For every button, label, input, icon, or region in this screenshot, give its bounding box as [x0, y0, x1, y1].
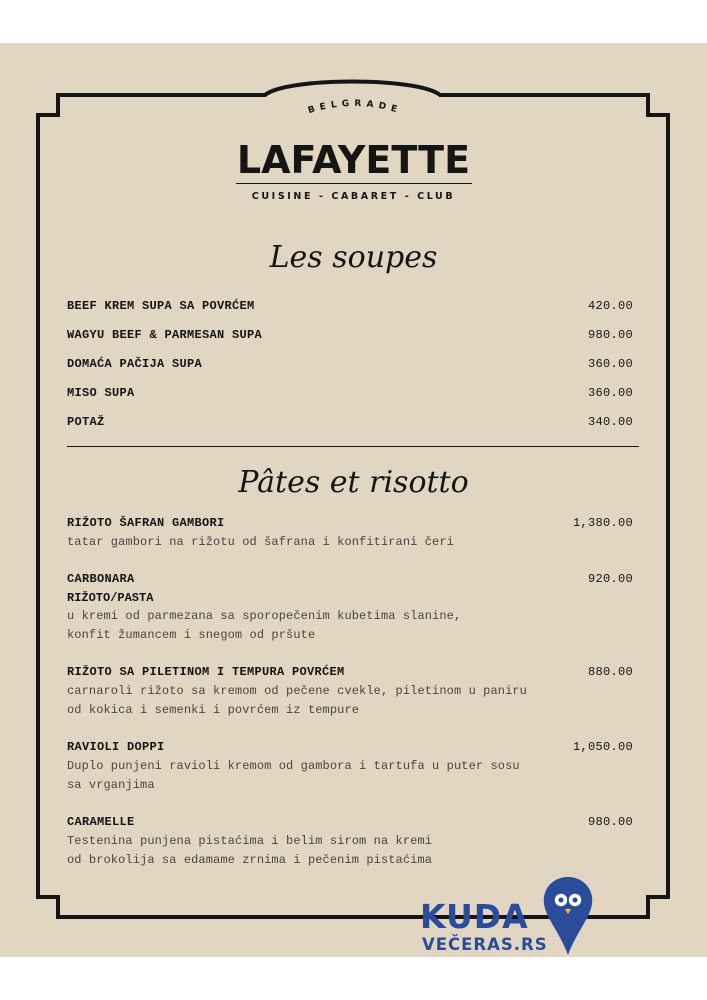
- item-price: 980.00: [587, 328, 633, 342]
- item-description: Testenina punjena pistaćima i belim sirom na kremi: [67, 834, 433, 848]
- brand-tagline: CUISINE - CABARET - CLUB: [251, 191, 456, 202]
- item-description: konfit žumancem i snegom od pršute: [67, 628, 316, 642]
- kuda-veceras-watermark: [420, 873, 600, 957]
- item-name: RIŽOTO ŠAFRAN GAMBORI: [67, 516, 225, 530]
- item-description: od kokica i semenki i povrćem iz tempure: [67, 703, 360, 717]
- item-description: carnaroli rižoto sa kremom od pečene cvekle, piletinom u paniru: [67, 684, 527, 698]
- svg-text:BELGRADE: [307, 99, 403, 117]
- item-price: 1,380.00: [572, 516, 633, 530]
- item-subname: RIŽOTO/PASTA: [67, 591, 154, 605]
- item-name: MISO SUPA: [67, 386, 135, 400]
- item-description: sa vrganjima: [67, 778, 155, 792]
- item-name: POTAŽ: [67, 415, 105, 429]
- section-divider: [67, 446, 639, 447]
- watermark-word: KUDA: [420, 897, 529, 936]
- section-title-soups: Les soupes: [269, 240, 438, 275]
- item-description: u kremi od parmezana sa sporopečenim kubetima slanine,: [67, 609, 462, 623]
- item-name: WAGYU BEEF & PARMESAN SUPA: [67, 328, 263, 342]
- item-price: 420.00: [587, 299, 633, 313]
- item-price: 340.00: [587, 415, 633, 429]
- section-title-pasta: Pâtes et risotto: [238, 465, 469, 500]
- item-price: 360.00: [587, 386, 633, 400]
- item-description: Duplo punjeni ravioli kremom od gambora i tartufa u puter sosu: [67, 759, 520, 773]
- item-name: RIŽOTO SA PILETINOM I TEMPURA POVRĆEM: [67, 665, 345, 679]
- brand-city: BELGRADE: [306, 98, 403, 117]
- item-price: 980.00: [587, 815, 633, 829]
- item-description: od brokolija sa edamame zrnima i pečenim pistaćima: [67, 853, 433, 867]
- item-price: 880.00: [587, 665, 633, 679]
- watermark-site: VEČERAS.RS: [422, 935, 548, 954]
- item-name: CARAMELLE: [67, 815, 135, 829]
- item-name: RAVIOLI DOPPI: [67, 740, 165, 754]
- item-price: 920.00: [587, 572, 633, 586]
- item-name: DOMAĆA PAČIJA SUPA: [67, 357, 203, 371]
- item-name: CARBONARA: [67, 572, 135, 586]
- item-description: tatar gambori na rižotu od šafrana i konfitirani čeri: [67, 535, 454, 549]
- brand-city-arc: [0, 0, 707, 140]
- item-price: 1,050.00: [572, 740, 633, 754]
- brand-logo: LAFAYETTE: [236, 138, 471, 182]
- item-price: 360.00: [587, 357, 633, 371]
- item-name: BEEF KREM SUPA SA POVRĆEM: [67, 299, 255, 313]
- brand-rule: [236, 183, 472, 184]
